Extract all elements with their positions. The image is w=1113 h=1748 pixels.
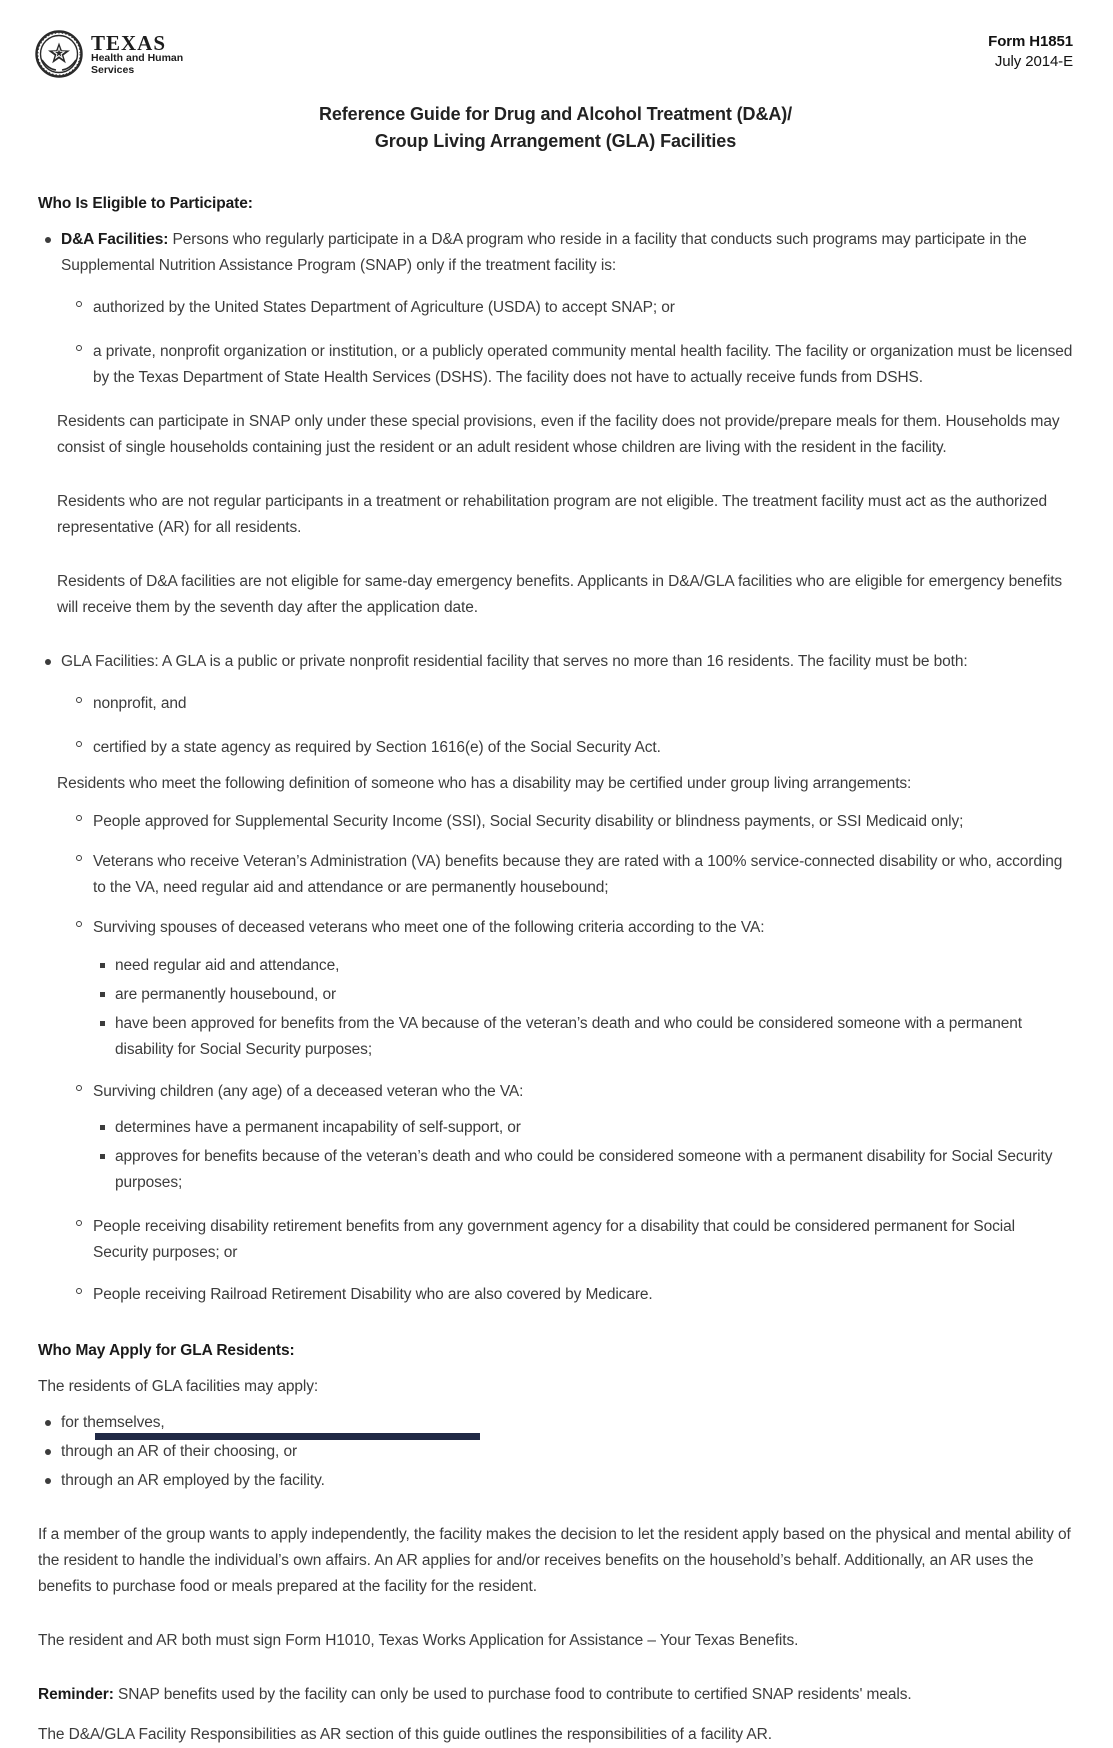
apply-intro: The residents of GLA facilities may apply: <box>38 1378 319 1395</box>
list-item <box>45 1468 1073 1494</box>
bullet-circle-icon <box>76 1288 82 1294</box>
list-item <box>76 1079 1073 1105</box>
disability-definition-intro: Residents who meet the following definition of someone who has a disability may be certified under group living arrangements: <box>57 775 912 792</box>
bullet-circle-icon <box>76 815 82 821</box>
bullet-circle-icon <box>76 855 82 861</box>
list-item <box>45 1439 1073 1465</box>
da-facilities-text <box>61 227 1073 279</box>
paragraph-responsibilities: The D&A/GLA Facility Responsibilities as AR section of this guide outlines the responsibilities of a facility AR. <box>38 1726 772 1743</box>
da-facilities-intro: Persons who regularly participate in a D&A program who reside in a facility that conducts such programs may participate in the Supplemental Nutrition Assistance Program (SNAP) only if the treatment facility is: <box>61 231 1027 274</box>
paragraph-sign-form: The resident and AR both must sign Form H1010, Texas Works Application for Assistance – Your Texas Benefits. <box>38 1632 799 1649</box>
bullet-square-icon <box>100 1125 105 1130</box>
list-item <box>100 1144 1073 1196</box>
disability-list-children <box>76 1079 1073 1105</box>
spouse-criterion-text: need regular aid and attendance, <box>115 957 340 974</box>
bullet-circle-icon <box>76 1085 82 1091</box>
list-item <box>100 1115 1073 1141</box>
spouse-criteria-list <box>100 953 1073 1063</box>
disability-item-text: Veterans who receive Veteran’s Administration (VA) benefits because they are rated with a 100% service-connected disability or who, according to the VA, need regular aid and attendance or are permanently housebound; <box>93 853 1063 896</box>
da-paragraphs <box>57 409 1073 621</box>
list-item <box>76 691 1073 717</box>
list-item-gla-facilities <box>45 649 1073 675</box>
logo-dept-line1: Health and Human <box>91 52 184 64</box>
bullet-dot-icon <box>45 237 51 243</box>
page-header <box>38 30 1073 78</box>
logo-wordmark <box>91 30 183 76</box>
bullet-circle-icon <box>76 301 82 307</box>
form-revision-date: July 2014-E <box>994 53 1073 70</box>
list-item <box>100 953 1073 979</box>
disability-item-text: People approved for Supplemental Security Income (SSI), Social Security disability or blindness payments, or SSI Medicaid only; <box>93 813 964 830</box>
bullet-dot-icon <box>45 1420 51 1426</box>
apply-options-list <box>45 1410 1073 1494</box>
list-item <box>76 1214 1073 1266</box>
reminder-text: SNAP benefits used by the facility can only be used to purchase food to contribute to certified SNAP residents' meals. <box>117 1686 912 1703</box>
children-criteria-list <box>100 1115 1073 1196</box>
footer-bar <box>95 1433 480 1440</box>
logo-dept-line2: Services <box>91 63 135 76</box>
gla-condition-text: certified by a state agency as required by Section 1616(e) of the Social Security Act. <box>93 739 661 756</box>
list-item <box>76 339 1073 391</box>
paragraph: Residents can participate in SNAP only under these special provisions, even if the facility does not provide/prepare meals for them. Households may consist of single households containing just the resident or an adult resident whose children are living with the resident in the facility. <box>57 413 1060 456</box>
texas-state-seal-icon <box>35 30 83 78</box>
document-title-line2: Group Living Arrangement (GLA) Facilities <box>374 131 737 151</box>
da-facilities-label: D&A Facilities: <box>61 231 169 248</box>
disability-item-text: People receiving Railroad Retirement Disability who are also covered by Medicare. <box>93 1286 653 1303</box>
gla-facilities-intro: GLA Facilities: A GLA is a public or private nonprofit residential facility that serves no more than 16 residents. The facility must be both: <box>61 653 968 670</box>
document-title-line1: Reference Guide for Drug and Alcohol Treatment (D&A)/ <box>318 104 793 124</box>
form-meta <box>988 30 1073 72</box>
list-item <box>76 735 1073 761</box>
paragraph: Residents who are not regular participants in a treatment or rehabilitation program are not eligible. The treatment facility must act as the authorized representative (AR) for all residents. <box>57 493 1048 536</box>
gla-conditions-list <box>76 691 1073 761</box>
eligibility-list <box>45 227 1073 279</box>
disability-item-text: Surviving spouses of deceased veterans who meet one of the following criteria according to the VA: <box>93 919 765 936</box>
document-title <box>38 101 1073 155</box>
bullet-circle-icon <box>76 741 82 747</box>
apply-option-text: through an AR employed by the facility. <box>61 1472 325 1489</box>
disability-item-text: People receiving disability retirement benefits from any government agency for a disability that could be considered permanent for Social Security purposes; or <box>93 1218 1015 1261</box>
form-number: Form H1851 <box>988 33 1073 50</box>
list-item <box>76 849 1073 901</box>
section-heading-apply: Who May Apply for GLA Residents: <box>38 1342 295 1359</box>
da-conditions-list <box>76 295 1073 391</box>
bullet-dot-icon <box>45 1449 51 1455</box>
hhs-logo <box>35 30 183 78</box>
child-criterion-text: determines have a permanent incapability of self-support, or <box>115 1119 521 1136</box>
spouse-criterion-text: are permanently housebound, or <box>115 986 337 1003</box>
apply-option-text: through an AR of their choosing, or <box>61 1443 298 1460</box>
list-item <box>76 295 1073 321</box>
bullet-square-icon <box>100 963 105 968</box>
apply-option-text: for themselves, <box>61 1414 165 1431</box>
disability-list <box>76 809 1073 941</box>
paragraph: Residents of D&A facilities are not eligible for same-day emergency benefits. Applicants in D&A/GLA facilities who are eligible for emergency benefits will receive them by the seventh day after the application date. <box>57 573 1063 616</box>
bullet-square-icon <box>100 1154 105 1159</box>
child-criterion-text: approves for benefits because of the veteran’s death and who could be considered someone with a permanent disability for Social Security purposes; <box>115 1148 1053 1191</box>
bullet-dot-icon <box>45 1478 51 1484</box>
list-item <box>100 1011 1073 1063</box>
list-item <box>76 915 1073 941</box>
children-intro-text: Surviving children (any age) of a deceased veteran who the VA: <box>93 1083 524 1100</box>
bullet-square-icon <box>100 1021 105 1026</box>
gla-condition-text: nonprofit, and <box>93 695 187 712</box>
da-condition-text: a private, nonprofit organization or institution, or a publicly operated community mental health facility. The facility or organization must be licensed by the Texas Department of State Health Services (DSHS). The facility does not have to actually receive funds from DSHS. <box>93 343 1073 386</box>
list-item <box>76 809 1073 835</box>
paragraph-independent-apply: If a member of the group wants to apply independently, the facility makes the decision to let the resident apply based on the physical and mental ability of the resident to handle the individual’s own affairs. An AR applies for and/or receives benefits on the household’s behalf. Additionally, an AR uses the benefits to purchase food or meals prepared at the facility for the resident. <box>38 1526 1071 1595</box>
spouse-criterion-text: have been approved for benefits from the VA because of the veteran’s death and who could be considered someone with a permanent disability for Social Security purposes; <box>115 1015 1023 1058</box>
disability-list-b <box>76 1214 1073 1308</box>
bullet-circle-icon <box>76 921 82 927</box>
paragraph-reminder <box>38 1682 1073 1708</box>
bullet-square-icon <box>100 992 105 997</box>
reminder-label: Reminder: <box>38 1686 114 1703</box>
bullet-circle-icon <box>76 697 82 703</box>
bullet-circle-icon <box>76 345 82 351</box>
list-item <box>100 982 1073 1008</box>
list-item <box>76 1282 1073 1308</box>
logo-agency-name: TEXAS <box>91 31 167 55</box>
list-item-da-facilities <box>45 227 1073 279</box>
da-condition-text: authorized by the United States Department of Agriculture (USDA) to accept SNAP; or <box>93 299 675 316</box>
eligibility-list-gla <box>45 649 1073 675</box>
section-heading-eligibility: Who Is Eligible to Participate: <box>38 195 253 212</box>
bullet-circle-icon <box>76 1220 82 1226</box>
bullet-dot-icon <box>45 659 51 665</box>
